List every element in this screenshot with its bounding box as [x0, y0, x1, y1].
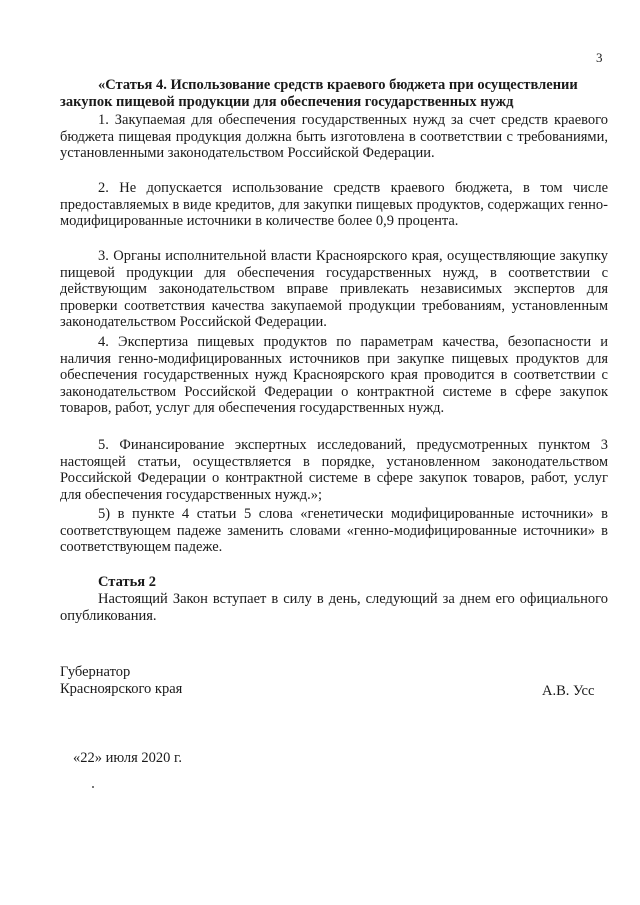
- article-4-paragraph-1: 1. Закупаемая для обеспечения государственных нужд за счет средств краевого бюджета пищевая продукция должна быть изготовлена в соответствии с требованиями, установленными законодательством Российской Федерации.: [60, 112, 608, 161]
- article-4-paragraph-5: 5. Финансирование экспертных исследований, предусмотренных пунктом 3 настоящей статьи, осуществляется в порядке, установленном законодательством Российской Федерации о контрактной системе в сфере закупок товаров, работ, услуг для обеспечения государственных нужд.»;: [60, 437, 608, 503]
- amendment-item-5: 5) в пункте 4 статьи 5 слова «генетически модифицированные источники» в соответствующем падеже заменить словами «генно-модифицированные источники» в соответствующем падеже.: [60, 506, 608, 555]
- signature-title-line-2: Красноярского края: [60, 681, 183, 697]
- article-4-paragraph-4: 4. Экспертиза пищевых продуктов по параметрам качества, безопасности и наличия генно-модифицированных источников при закупке пищевых продуктов для обеспечения государственных нужд Красноярского края проводится в соответствии с законодательством Российской Федерации о контрактной системе в сфере закупок товаров, работ, услуг для обеспечения государственных нужд.: [60, 334, 608, 416]
- article-4-paragraph-3: 3. Органы исполнительной власти Красноярского края, осуществляющие закупку пищевой продукции для обеспечения государственных нужд, в соответствии с действующим законодательством вправе привлекать независимых экспертов для проверки соответствия качества закупаемой продукции требованиям, установленным законодательством Российской Федерации.: [60, 248, 608, 330]
- article-4-paragraph-2: 2. Не допускается использование средств краевого бюджета, в том числе предоставляемых в виде кредитов, для закупки пищевых продуктов, содержащих генно-модифицированные источники в количестве более 0,9 процента.: [60, 180, 608, 229]
- signatory-name: А.В. Усс: [542, 683, 595, 699]
- article-2-heading: Статья 2: [98, 574, 156, 590]
- article-4-heading: «Статья 4. Использование средств краевого бюджета при осуществлении закупок пищевой продукции для обеспечения государственных нужд: [60, 77, 578, 110]
- article-2-text: Настоящий Закон вступает в силу в день, следующий за днем его официального опубликования.: [60, 591, 608, 624]
- page-number: 3: [596, 50, 603, 65]
- signature-block: [60, 664, 182, 698]
- scan-speck: [92, 786, 94, 788]
- document-date: «22» июля 2020 г.: [73, 750, 182, 766]
- signature-title-line-1: Губернатор: [60, 664, 131, 680]
